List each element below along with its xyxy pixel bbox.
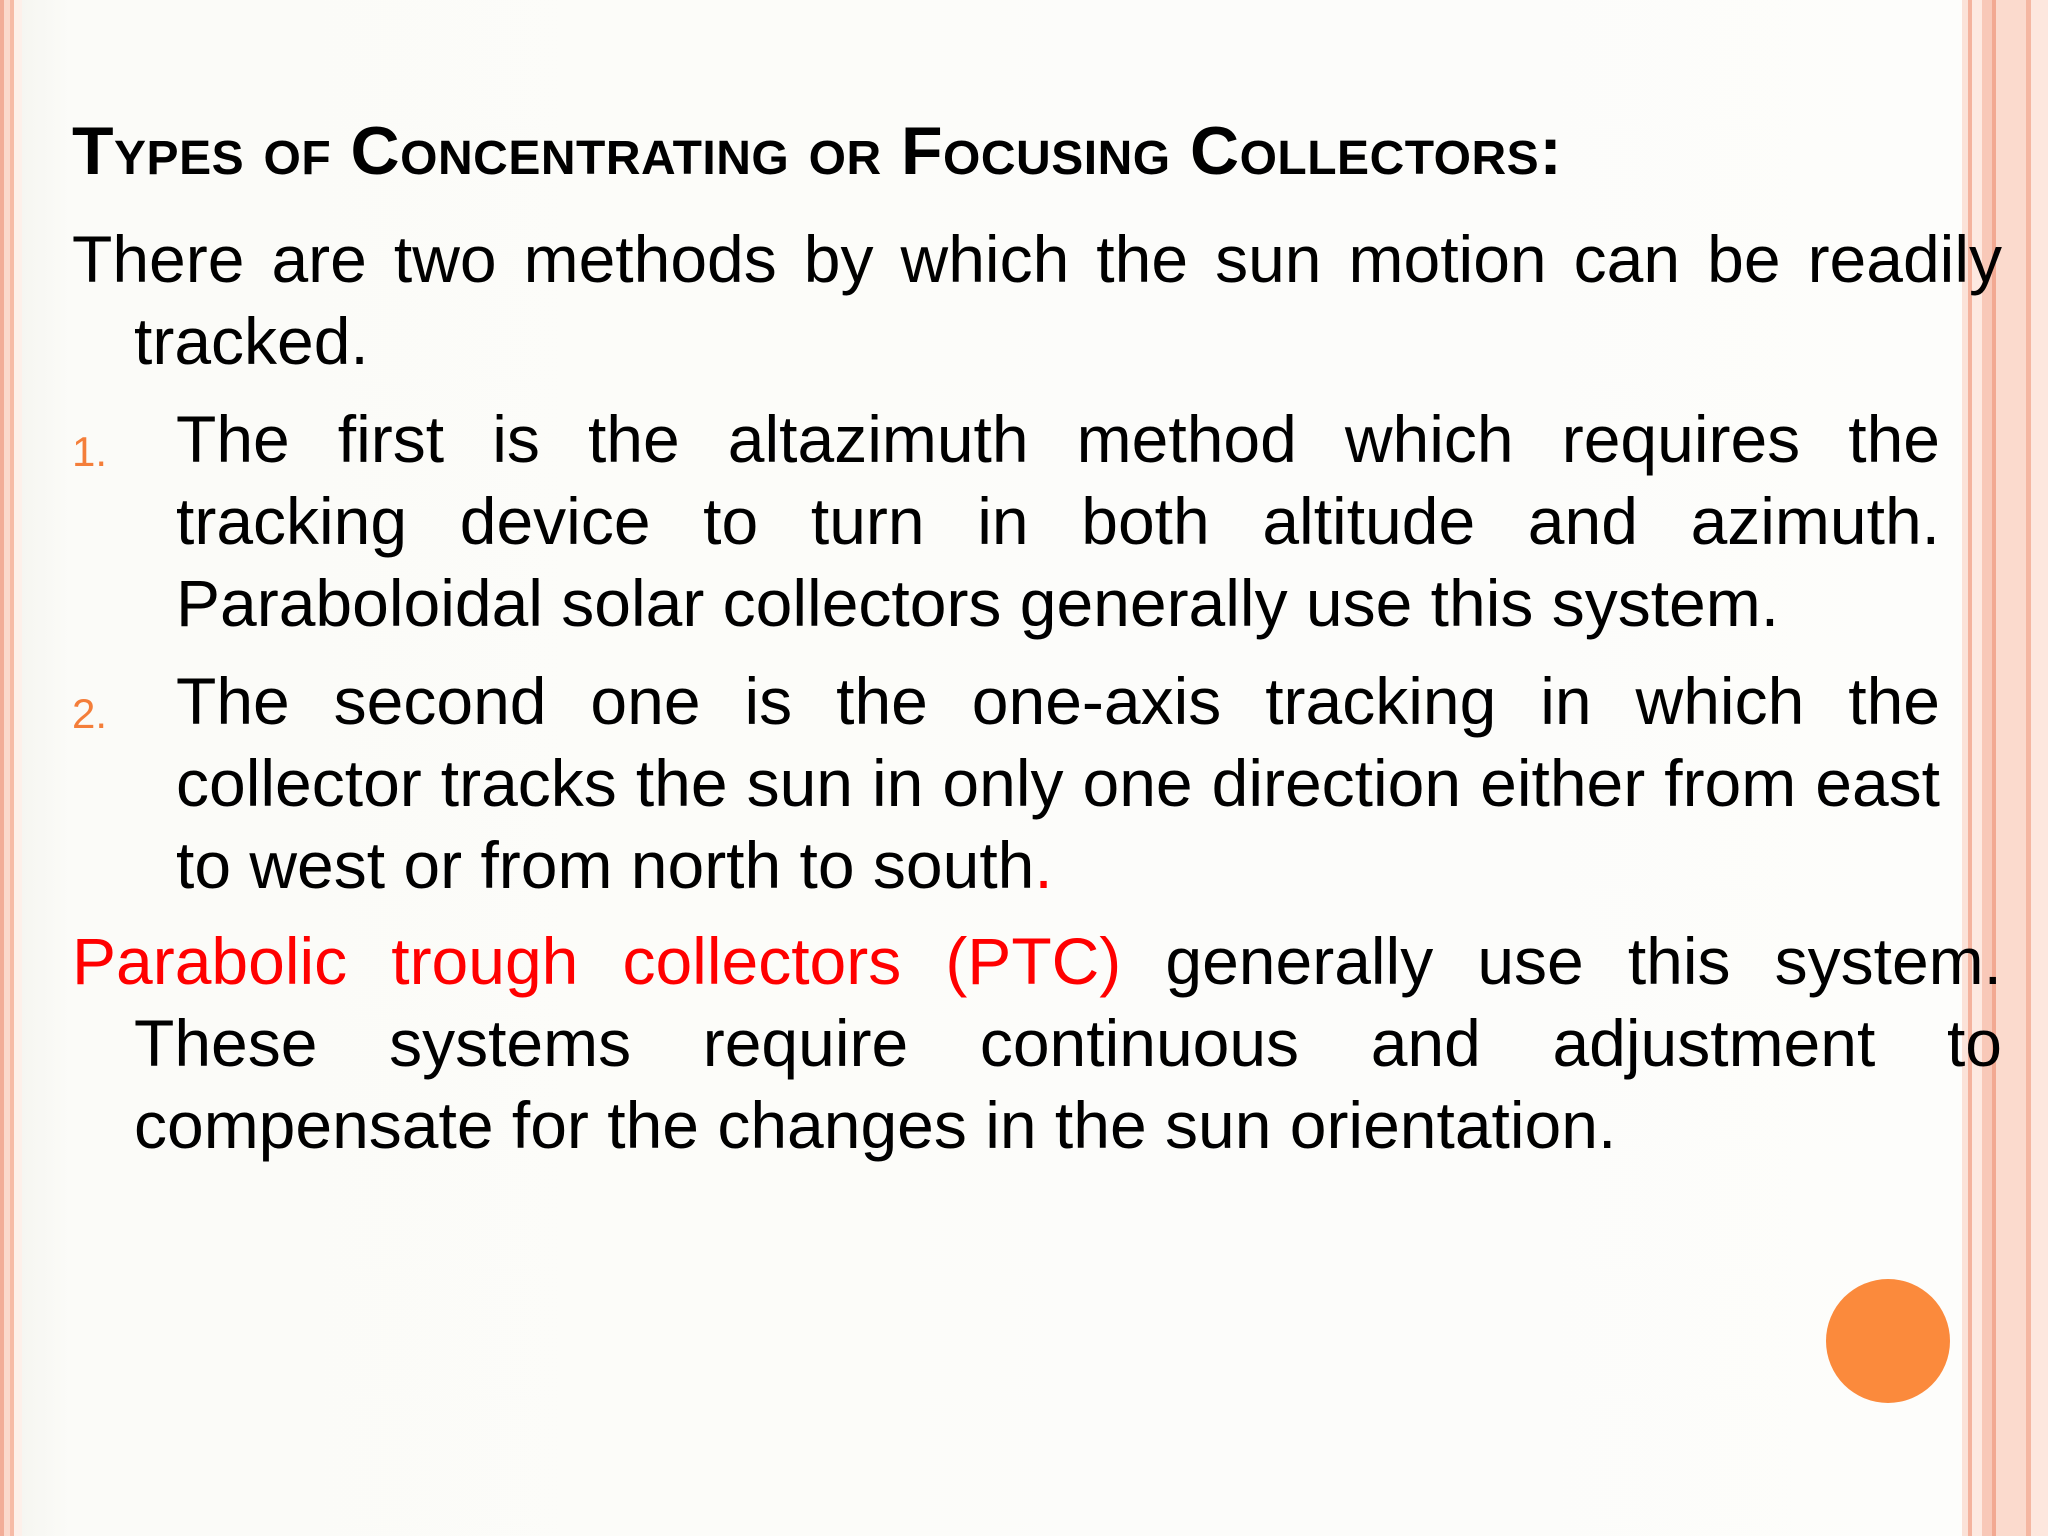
left-border-stripe xyxy=(14,0,22,1536)
list-item-text: The first is the altazimuth method which requires the tracking device to turn in both altitude and azimuth. Paraboloidal solar collectors generally use this system. xyxy=(176,402,1940,640)
red-period: . xyxy=(1034,828,1053,902)
closing-text: generally use this system. These systems require continuous and adjustment to compensate for the changes in the sun orientation. xyxy=(134,924,2002,1162)
list-item-text-body: The second one is the one-axis tracking in which the collector tracks the sun in only one direction either from east to west or from north to south xyxy=(176,664,1940,902)
ptc-highlight: Parabolic trough collectors (PTC) xyxy=(72,924,1122,998)
list-item xyxy=(72,660,1940,906)
slide-title: Types of Concentrating or Focusing Collectors: xyxy=(72,113,1563,189)
closing-paragraph xyxy=(72,920,2002,1166)
list-item xyxy=(72,398,1940,644)
list-number: 1. xyxy=(72,428,108,475)
right-border-stripe xyxy=(2031,0,2048,1536)
orange-circle-icon xyxy=(1826,1279,1950,1403)
list-item-text xyxy=(176,660,1940,906)
intro-paragraph: There are two methods by which the sun motion can be readily tracked. xyxy=(72,222,2002,378)
list-number: 2. xyxy=(72,690,108,737)
